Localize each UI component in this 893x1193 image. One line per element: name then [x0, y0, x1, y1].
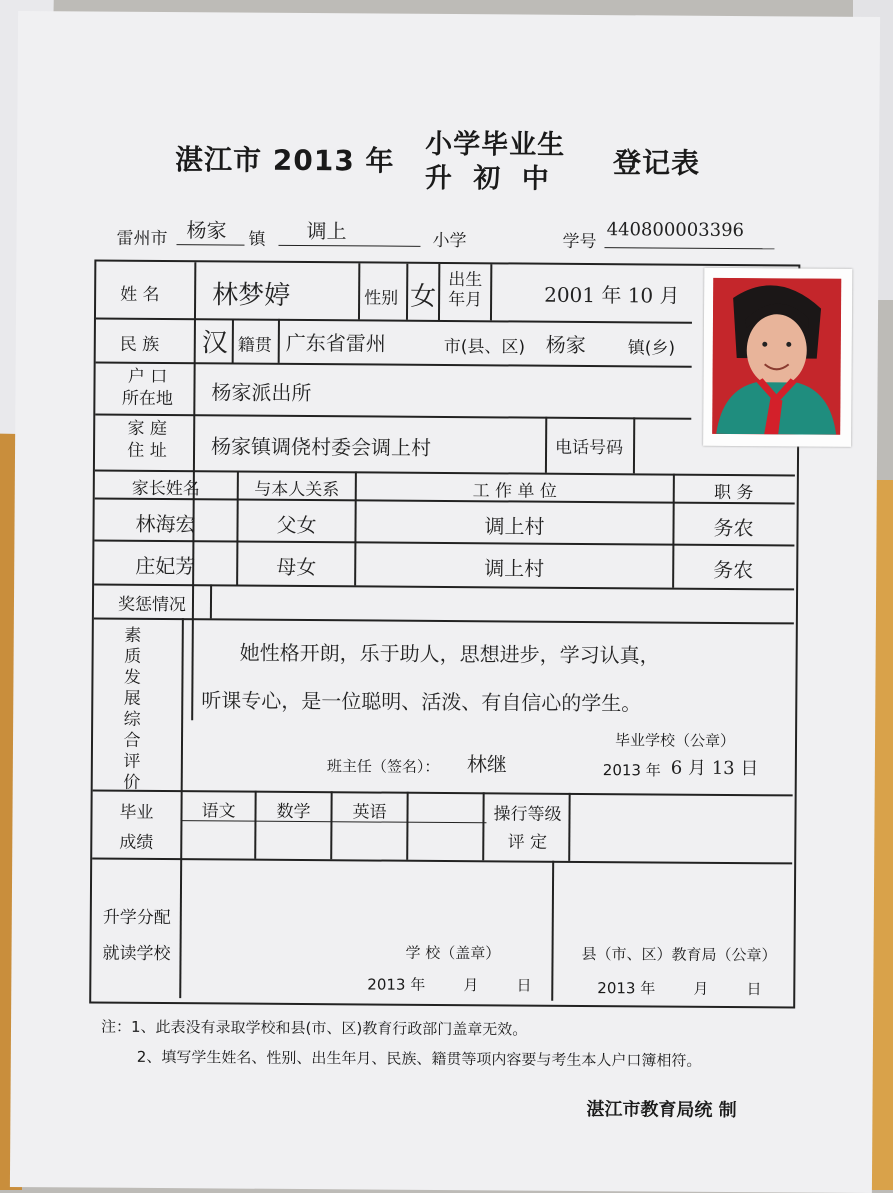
parent1-name: 林海宏	[135, 511, 196, 537]
evaluation-label: 素质发展综合评价	[123, 625, 142, 793]
name-label: 姓 名	[120, 284, 160, 305]
title-city-year: 湛江市 2013 年	[174, 143, 395, 178]
evaluation-date: 6 月 13 日	[670, 757, 759, 780]
school-label: 小学	[432, 230, 467, 252]
hukou-label: 户 口 所在地	[121, 366, 173, 410]
birth-value: 2001 年 10 月	[544, 282, 680, 308]
note-1: 注：1、此表没有录取学校和县(市、区)教育行政部门盖章无效。	[100, 1017, 528, 1039]
evaluation-line1: 她性格开朗，乐于助人，思想进步，学习认真，	[239, 640, 660, 668]
ethnic-label: 民 族	[119, 334, 160, 355]
parent2-position: 务农	[713, 557, 754, 583]
evaluation-year: 2013 年	[602, 761, 661, 780]
school-stamp-label: 学 校（盖章）	[405, 943, 501, 963]
note-2: 2、填写学生姓名、性别、出生年月、民族、籍贯等项内容要与考生本人户口簿相符。	[136, 1047, 702, 1070]
native-label: 籍贯	[237, 335, 272, 356]
parents-header-employer: 工 作 单 位	[472, 481, 557, 502]
registration-form	[10, 11, 880, 1193]
parent1-position: 务农	[713, 515, 754, 541]
parent2-relation: 母女	[276, 554, 317, 580]
title-mid-bottom: 升 初 中	[424, 162, 555, 195]
title-mid-top: 小学毕业生	[425, 128, 566, 161]
phone-label: 电话号码	[555, 437, 624, 459]
town-label: 镇	[248, 229, 266, 250]
awards-label: 奖惩情况	[117, 594, 187, 616]
student-photo	[703, 268, 852, 447]
bureau-stamp-date: 2013 年 月 日	[597, 979, 762, 999]
grade-subject-math: 数学	[276, 801, 311, 823]
native-town-label: 镇(乡)	[627, 338, 676, 359]
school-seal-label: 毕业学校（公章）	[614, 731, 736, 751]
parent2-employer: 调上村	[484, 556, 545, 581]
birth-label: 出生年月	[448, 270, 483, 311]
grades-label: 毕业 成绩	[119, 802, 154, 853]
city-label: 雷州市	[116, 228, 168, 250]
parent1-relation: 父女	[276, 512, 317, 538]
province-value: 广东省雷州	[285, 330, 386, 356]
student-no-value: 440800003396	[606, 219, 745, 242]
county-label: 市(县、区)	[443, 336, 526, 358]
parents-header-position: 职 务	[713, 482, 754, 504]
address-value: 杨家镇调侥村委会调上村	[210, 434, 432, 460]
school-stamp-date: 2013 年 月 日	[367, 975, 532, 995]
grade-subject-chinese: 语文	[201, 801, 236, 822]
town-value: 杨家	[186, 218, 227, 243]
issuer-footer: 湛江市教育局统 制	[586, 1099, 737, 1122]
gender-value: 女	[410, 281, 437, 312]
parents-header-relation: 与本人关系	[254, 479, 340, 501]
teacher-label: 班主任（签名）：	[326, 757, 440, 776]
evaluation-line2: 听课专心，是一位聪明、活泼、有自信心的学生。	[201, 688, 642, 716]
parent1-employer: 调上村	[484, 514, 545, 539]
address-label: 家 庭 住 址	[127, 418, 167, 462]
conduct-label: 操行等级 评 定	[493, 804, 562, 853]
grade-subject-english: 英语	[352, 802, 387, 823]
parent2-name: 庄妃芳	[135, 553, 196, 579]
form-table	[89, 260, 800, 1009]
title-suffix: 登记表	[612, 146, 701, 180]
gender-label: 性别	[364, 288, 399, 309]
school-value: 调上	[306, 219, 347, 244]
ethnic-value: 汉	[201, 328, 228, 359]
student-no-label: 学号	[562, 231, 597, 253]
portrait-image	[712, 278, 841, 435]
hukou-value: 杨家派出所	[211, 380, 312, 406]
teacher-signature: 林继	[466, 752, 507, 777]
name-value: 林梦婷	[212, 280, 291, 311]
parents-header-name: 家长姓名	[131, 478, 200, 500]
native-town-value: 杨家	[545, 332, 586, 357]
bureau-stamp-label: 县（市、区）教育局（公章）	[581, 944, 777, 965]
placement-label: 升学分配 就读学校	[102, 907, 171, 965]
